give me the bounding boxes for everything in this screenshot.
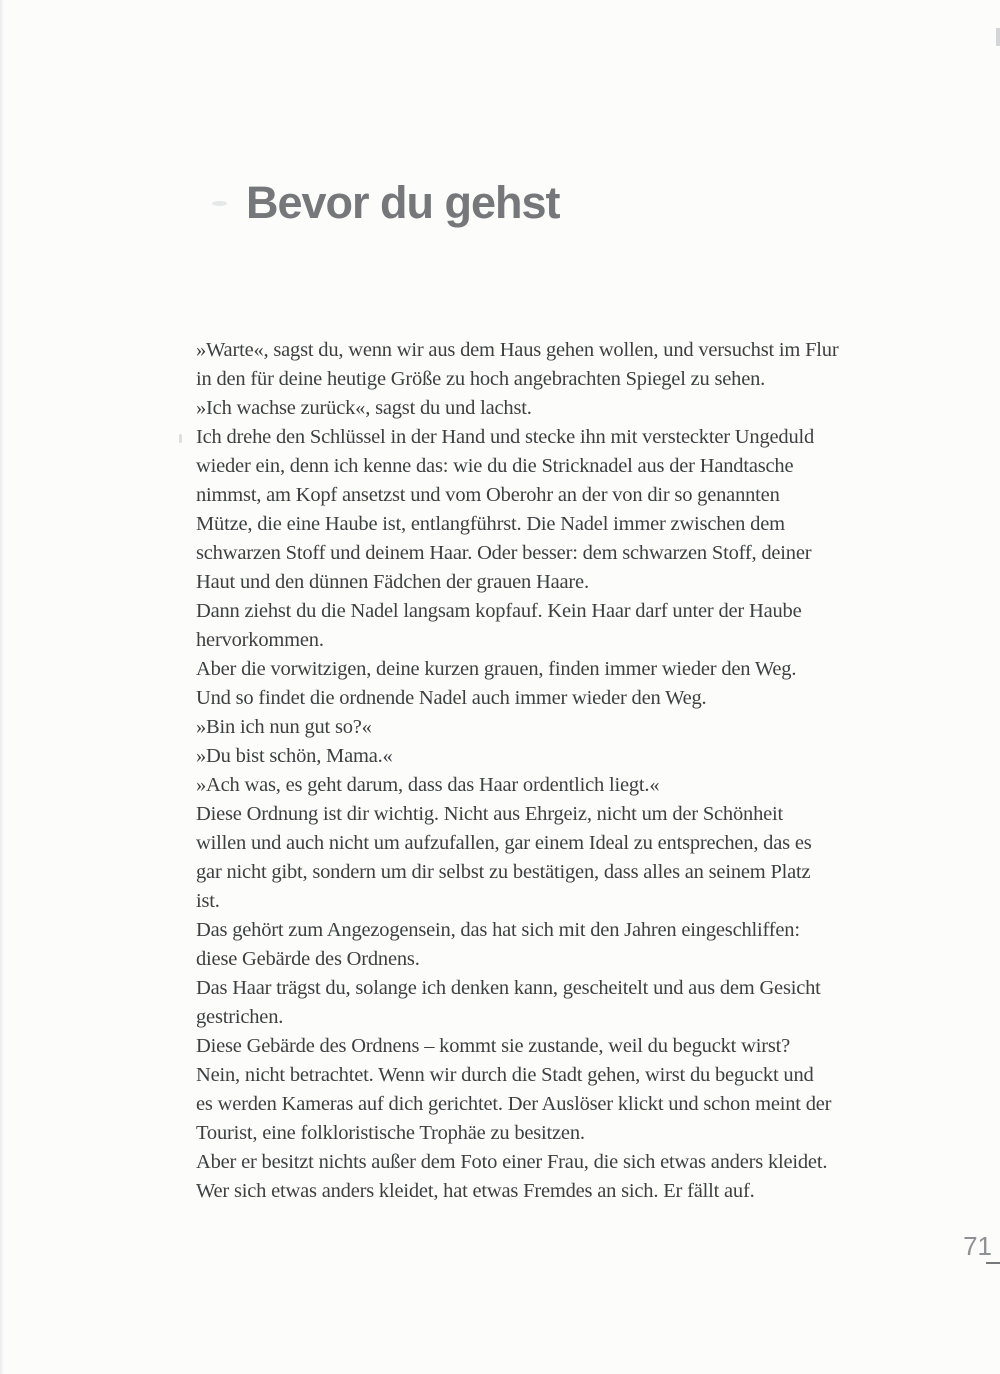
text-line: ist. [196, 890, 220, 912]
text-line: Aber die vorwitzigen, deine kurzen grauen, finden immer wieder den Weg. [196, 658, 797, 680]
text-line: gestrichen. [196, 1006, 284, 1028]
text-line: Aber er besitzt nichts außer dem Foto einer Frau, die sich etwas anders kleidet. [196, 1151, 828, 1173]
text-line: »Ach was, es geht darum, dass das Haar ordentlich liegt.« [196, 774, 660, 796]
text-line: Dann ziehst du die Nadel langsam kopfauf. Kein Haar darf unter der Haube [196, 600, 802, 622]
text-line: es werden Kameras auf dich gerichtet. Der Auslöser klickt und schon meint der [196, 1093, 832, 1115]
text-line: nimmst, am Kopf ansetzst und vom Oberohr an der von dir so genannten [196, 484, 780, 506]
text-line: Wer sich etwas anders kleidet, hat etwas Fremdes an sich. Er fällt auf. [196, 1180, 755, 1202]
text-line: »Du bist schön, Mama.« [196, 745, 393, 767]
text-line: Das Haar trägst du, solange ich denken kann, gescheitelt und aus dem Gesicht [196, 977, 821, 999]
text-line: Diese Ordnung ist dir wichtig. Nicht aus Ehrgeiz, nicht um der Schönheit [196, 803, 784, 825]
scan-artifact [179, 434, 182, 443]
text-line: »Bin ich nun gut so?« [196, 716, 372, 738]
page-number: 71 [963, 1231, 992, 1261]
text-line: gar nicht gibt, sondern um dir selbst zu bestätigen, dass alles an seinem Platz [196, 861, 811, 883]
text-line: Ich drehe den Schlüssel in der Hand und stecke ihn mit versteckter Ungeduld [196, 426, 815, 448]
text-line: »Ich wachse zurück«, sagst du und lachst. [196, 397, 532, 419]
text-line: Nein, nicht betrachtet. Wenn wir durch die Stadt gehen, wirst du beguckt und [196, 1064, 814, 1086]
text-line: Tourist, eine folkloristische Trophäe zu besitzen. [196, 1122, 585, 1144]
text-line: in den für deine heutige Größe zu hoch angebrachten Spiegel zu sehen. [196, 368, 766, 390]
scan-edge [0, 0, 4, 1374]
text-line: Diese Gebärde des Ordnens – kommt sie zustande, weil du beguckt wirst? [196, 1035, 791, 1057]
text-line: hervorkommen. [196, 629, 324, 651]
scan-artifact [996, 28, 1000, 46]
text-line: diese Gebärde des Ordnens. [196, 948, 420, 970]
chapter-title: Bevor du gehst [246, 177, 560, 228]
text-line: schwarzen Stoff und deinem Haar. Oder besser: dem schwarzen Stoff, deiner [196, 542, 812, 564]
page-number-rule [986, 1262, 1000, 1264]
body-text [196, 336, 916, 1206]
text-line: wieder ein, denn ich kenne das: wie du die Stricknadel aus der Handtasche [196, 455, 794, 477]
text-line: willen und auch nicht um aufzufallen, gar einem Ideal zu entsprechen, das es [196, 832, 812, 854]
text-line: »Warte«, sagst du, wenn wir aus dem Haus gehen wollen, und versuchst im Flur [196, 339, 839, 361]
text-line: Haut und den dünnen Fädchen der grauen Haare. [196, 571, 589, 593]
text-line: Mütze, die eine Haube ist, entlangführst. Die Nadel immer zwischen dem [196, 513, 785, 535]
text-line: Und so findet die ordnende Nadel auch immer wieder den Weg. [196, 687, 707, 709]
text-line: Das gehört zum Angezogensein, das hat sich mit den Jahren eingeschliffen: [196, 919, 800, 941]
scan-artifact [212, 201, 227, 206]
